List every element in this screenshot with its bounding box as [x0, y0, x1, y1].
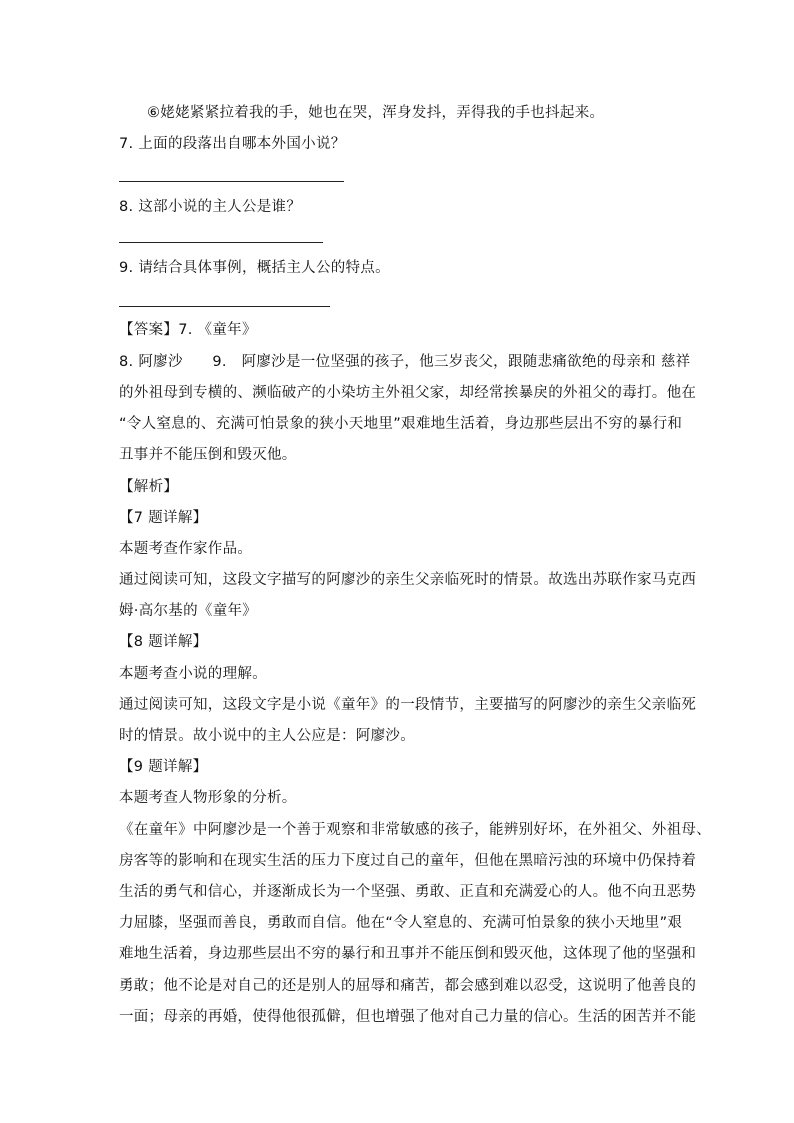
answer-text-line: 的外祖母到专横的、濒临破产的小染坊主外祖父家，却经常挨暴戾的外祖父的毒打。他在: [119, 385, 697, 401]
q9-detail-text: 一面；母亲的再婚，使得他很孤僻，但也增强了他对自己力量的信心。生活的困苦并不能: [119, 1009, 697, 1025]
question-9: 9. 请结合具体事例，概括主人公的特点。: [119, 260, 390, 276]
q7-detail-heading: 【7 题详解】: [119, 510, 208, 526]
q8-detail-heading: 【8 题详解】: [119, 634, 208, 650]
answer-text-line: 8. 阿廖沙 9. 阿廖沙是一位坚强的孩子，他三岁丧父，跟随悲痛欲绝的母亲和 慈祥: [119, 354, 691, 370]
answer-blank-7: [119, 181, 344, 182]
q7-detail-text: 通过阅读可知，这段文字描写的阿廖沙的亲生父亲临死时的情景。故选出苏联作家马克西: [119, 572, 697, 588]
answer-text-line: “令人窒息的、充满可怕景象的狭小天地里”艰难地生活着，身边那些层出不穷的暴行和: [119, 416, 683, 432]
answer-heading: 【答案】7. 《童年》: [119, 322, 257, 338]
q9-detail-text: 生活的勇气和信心，并逐渐成长为一个坚强、勇敢、正直和充满爱心的人。他不向丑恶势: [119, 884, 697, 900]
q8-detail-text: 时的情景。故小说中的主人公应是：阿廖沙。: [119, 728, 415, 744]
q8-detail-text: 通过阅读可知，这段文字是小说《童年》的一段情节，主要描写的阿廖沙的亲生父亲临死: [119, 697, 697, 713]
answer-blank-8: [119, 242, 323, 243]
question-8: 8. 这部小说的主人公是谁？: [119, 199, 302, 215]
passage-paragraph-6: ⑥姥姥紧紧拉着我的手，她也在哭，浑身发抖，弄得我的手也抖起来。: [147, 105, 605, 121]
q7-detail-text: 本题考查作家作品。: [119, 541, 253, 557]
answer-blank-9: [119, 306, 330, 307]
q7-detail-text: 姆·高尔基的《童年》: [119, 603, 258, 619]
answer-text-line: 丑事并不能压倒和毁灭他。: [119, 447, 297, 463]
q9-detail-text: 力屈膝，坚强而善良，勇敢而自信。他在“令人窒息的、充满可怕景象的狭小天地里”艰: [119, 915, 683, 931]
q9-detail-text: 难地生活着，身边那些层出不穷的暴行和丑事并不能压倒和毁灭他，这体现了他的坚强和: [119, 946, 697, 962]
q9-detail-text: 本题考查人物形象的分析。: [119, 790, 297, 806]
analysis-heading: 【解析】: [119, 479, 179, 495]
question-7: 7. 上面的段落出自哪本外国小说？: [119, 136, 346, 152]
q9-detail-text: 房客等的影响和在现实生活的压力下度过自己的童年，但他在黑暗污浊的环境中仍保持着: [119, 853, 697, 869]
q8-detail-text: 本题考查小说的理解。: [119, 666, 267, 682]
q9-detail-text: 勇敢；他不论是对自己的还是别人的屈辱和痛苦，都会感到难以忍受，这说明了他善良的: [119, 978, 697, 994]
q9-detail-text: 《在童年》中阿廖沙是一个善于观察和非常敏感的孩子，能辨别好坏，在外祖父、外祖母、: [119, 822, 711, 838]
q9-detail-heading: 【9 题详解】: [119, 759, 208, 775]
